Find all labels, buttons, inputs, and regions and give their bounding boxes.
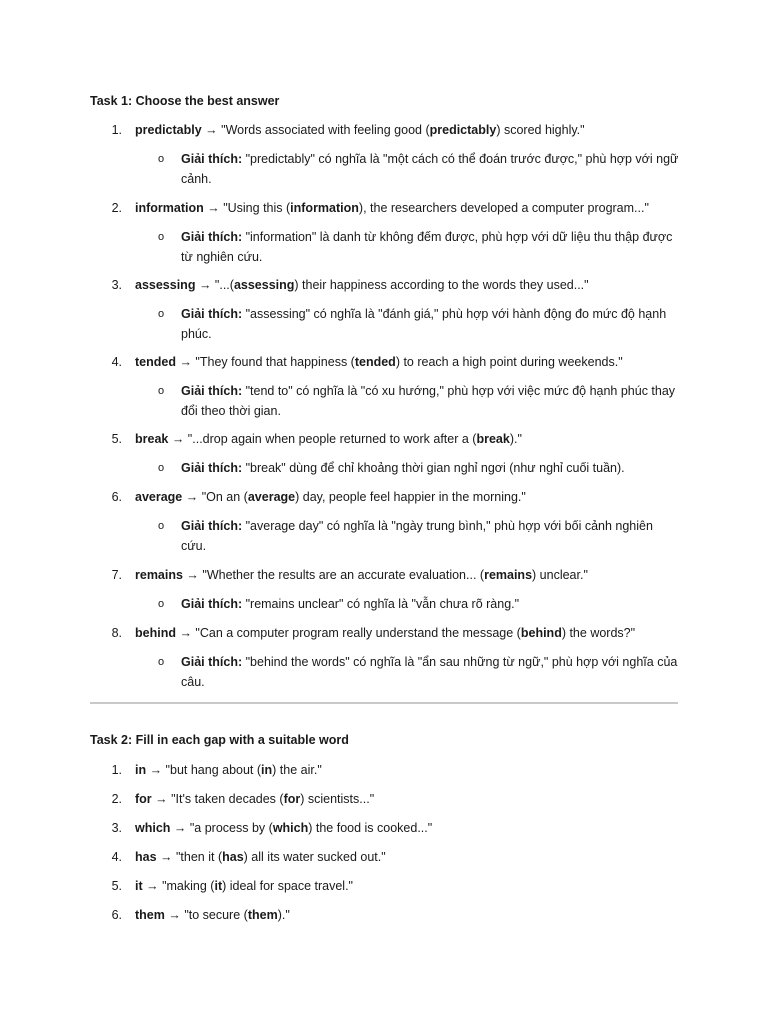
- task1-item-number: 8.: [111, 626, 122, 640]
- quote-end: ) all its water sucked out.": [243, 850, 386, 864]
- explanation-text: "information" là danh từ không đếm được, phù hợp với dữ liệu thu thập được từ nghiên cứu.: [181, 230, 673, 264]
- quote-keyword: which: [272, 821, 309, 835]
- explanation-label: Giải thích:: [181, 230, 243, 244]
- explanation-text: "behind the words" có nghĩa là "ẩn sau những từ ngữ," phù hợp với nghĩa của câu.: [181, 655, 678, 689]
- explanation: [181, 305, 681, 344]
- task1-item-number: 4.: [111, 355, 122, 369]
- explanation-text: "assessing" có nghĩa là "đánh giá," phù hợp với hành động đo mức độ hạnh phúc.: [181, 307, 667, 341]
- task1-item: [135, 432, 522, 446]
- task1-item-number: 7.: [111, 568, 122, 582]
- task2-item: [135, 879, 353, 893]
- quote-keyword: it: [214, 879, 223, 893]
- quote-keyword: for: [283, 792, 301, 806]
- explanation: [181, 459, 681, 479]
- answer-word: which: [135, 821, 171, 835]
- answer-word: remains: [135, 568, 183, 582]
- task2-item-number: 1.: [111, 763, 122, 777]
- explanation-text: "predictably" có nghĩa là "một cách có thể đoán trước được," phù hợp với ngữ cảnh.: [181, 152, 679, 186]
- quote-start: → "to secure (: [164, 908, 248, 922]
- explanation-text: "remains unclear" có nghĩa là "vẫn chưa rõ ràng.": [242, 597, 520, 611]
- task1-item-number: 1.: [111, 123, 122, 137]
- quote-keyword: break: [476, 432, 510, 446]
- explanation: [181, 150, 681, 189]
- quote-keyword: remains: [484, 568, 533, 582]
- task1-heading: Task 1: Choose the best answer: [90, 94, 280, 108]
- bullet-marker: o: [158, 462, 165, 474]
- task1-item: [135, 123, 585, 137]
- quote-end: ) to reach a high point during weekends.": [395, 355, 623, 369]
- explanation-label: Giải thích:: [181, 519, 243, 533]
- quote-start: → "but hang about (: [146, 763, 262, 777]
- explanation-label: Giải thích:: [181, 597, 243, 611]
- quote-start: → "...(: [195, 278, 234, 292]
- task1-item: [135, 626, 635, 640]
- answer-word: break: [135, 432, 169, 446]
- quote-keyword: information: [290, 201, 359, 215]
- answer-word: average: [135, 490, 183, 504]
- horizontal-divider: [90, 702, 678, 704]
- explanation: [181, 382, 681, 421]
- quote-end: ) scientists...": [300, 792, 375, 806]
- answer-word: in: [135, 763, 147, 777]
- quote-keyword: behind: [520, 626, 562, 640]
- explanation-label: Giải thích:: [181, 384, 243, 398]
- quote-end: ) scored highly.": [496, 123, 585, 137]
- quote-start: → "then it (: [156, 850, 223, 864]
- quote-end: ) their happiness according to the words they used...": [294, 278, 589, 292]
- task1-item: [135, 355, 623, 369]
- answer-word: has: [135, 850, 157, 864]
- quote-start: → "Whether the results are an accurate evaluation... (: [182, 568, 485, 582]
- quote-keyword: predictably: [429, 123, 497, 137]
- quote-end: ) the words?": [561, 626, 636, 640]
- explanation: [181, 595, 681, 615]
- task1-item: [135, 201, 649, 215]
- task1-item-number: 6.: [111, 490, 122, 504]
- answer-word: it: [135, 879, 143, 893]
- quote-start: → "Can a computer program really understand the message (: [175, 626, 521, 640]
- task1-item: [135, 278, 589, 292]
- quote-start: → "Using this (: [203, 201, 291, 215]
- bullet-marker: o: [158, 598, 165, 610]
- task2-heading: Task 2: Fill in each gap with a suitable word: [90, 733, 349, 747]
- answer-word: them: [135, 908, 165, 922]
- explanation: [181, 653, 681, 692]
- quote-keyword: tended: [354, 355, 396, 369]
- explanation-label: Giải thích:: [181, 307, 243, 321]
- quote-end: ) unclear.": [532, 568, 588, 582]
- quote-end: ).": [509, 432, 522, 446]
- explanation-text: "tend to" có nghĩa là "có xu hướng," phù hợp với việc mức độ hạnh phúc thay đổi theo thời gian.: [181, 384, 676, 418]
- task1-item: [135, 490, 526, 504]
- quote-keyword: assessing: [233, 278, 295, 292]
- task2-item-number: 2.: [111, 792, 122, 806]
- quote-start: → "...drop again when people returned to work after a (: [168, 432, 477, 446]
- task2-item: [135, 763, 322, 777]
- quote-start: → "They found that happiness (: [175, 355, 355, 369]
- task2-item: [135, 850, 386, 864]
- task1-item-number: 5.: [111, 432, 122, 446]
- answer-word: predictably: [135, 123, 202, 137]
- explanation: [181, 517, 681, 556]
- quote-end: ).": [277, 908, 290, 922]
- quote-start: → "It's taken decades (: [151, 792, 284, 806]
- bullet-marker: o: [158, 153, 165, 165]
- bullet-marker: o: [158, 231, 165, 243]
- quote-end: ) the food is cooked...": [308, 821, 433, 835]
- task2-item-number: 4.: [111, 850, 122, 864]
- explanation-label: Giải thích:: [181, 152, 243, 166]
- quote-end: ) the air.": [272, 763, 322, 777]
- task2-item-number: 3.: [111, 821, 122, 835]
- explanation-label: Giải thích:: [181, 461, 243, 475]
- quote-keyword: in: [261, 763, 273, 777]
- quote-keyword: them: [247, 908, 278, 922]
- answer-word: behind: [135, 626, 176, 640]
- quote-end: ) day, people feel happier in the morning.": [295, 490, 526, 504]
- quote-keyword: average: [247, 490, 296, 504]
- task2-item: [135, 821, 432, 835]
- task1-item-number: 2.: [111, 201, 122, 215]
- answer-word: assessing: [135, 278, 196, 292]
- explanation-text: "average day" có nghĩa là "ngày trung bình," phù hợp với bối cảnh nghiên cứu.: [181, 519, 653, 553]
- bullet-marker: o: [158, 308, 165, 320]
- explanation: [181, 228, 681, 267]
- answer-word: tended: [135, 355, 176, 369]
- quote-start: → "making (: [142, 879, 215, 893]
- bullet-marker: o: [158, 520, 165, 532]
- quote-start: → "a process by (: [170, 821, 273, 835]
- answer-word: information: [135, 201, 204, 215]
- explanation-text: "break" dùng để chỉ khoảng thời gian nghỉ ngơi (như nghỉ cuối tuần).: [242, 461, 625, 475]
- explanation-label: Giải thích:: [181, 655, 243, 669]
- answer-word: for: [135, 792, 152, 806]
- quote-start: → "Words associated with feeling good (: [201, 123, 430, 137]
- quote-start: → "On an (: [182, 490, 248, 504]
- task1-item: [135, 568, 588, 582]
- task2-item-number: 5.: [111, 879, 122, 893]
- task2-item-number: 6.: [111, 908, 122, 922]
- bullet-marker: o: [158, 385, 165, 397]
- quote-keyword: has: [222, 850, 244, 864]
- quote-end: ) ideal for space travel.": [222, 879, 353, 893]
- task1-item-number: 3.: [111, 278, 122, 292]
- bullet-marker: o: [158, 656, 165, 668]
- quote-end: ), the researchers developed a computer program...": [358, 201, 649, 215]
- task2-item: [135, 908, 290, 922]
- task2-item: [135, 792, 374, 806]
